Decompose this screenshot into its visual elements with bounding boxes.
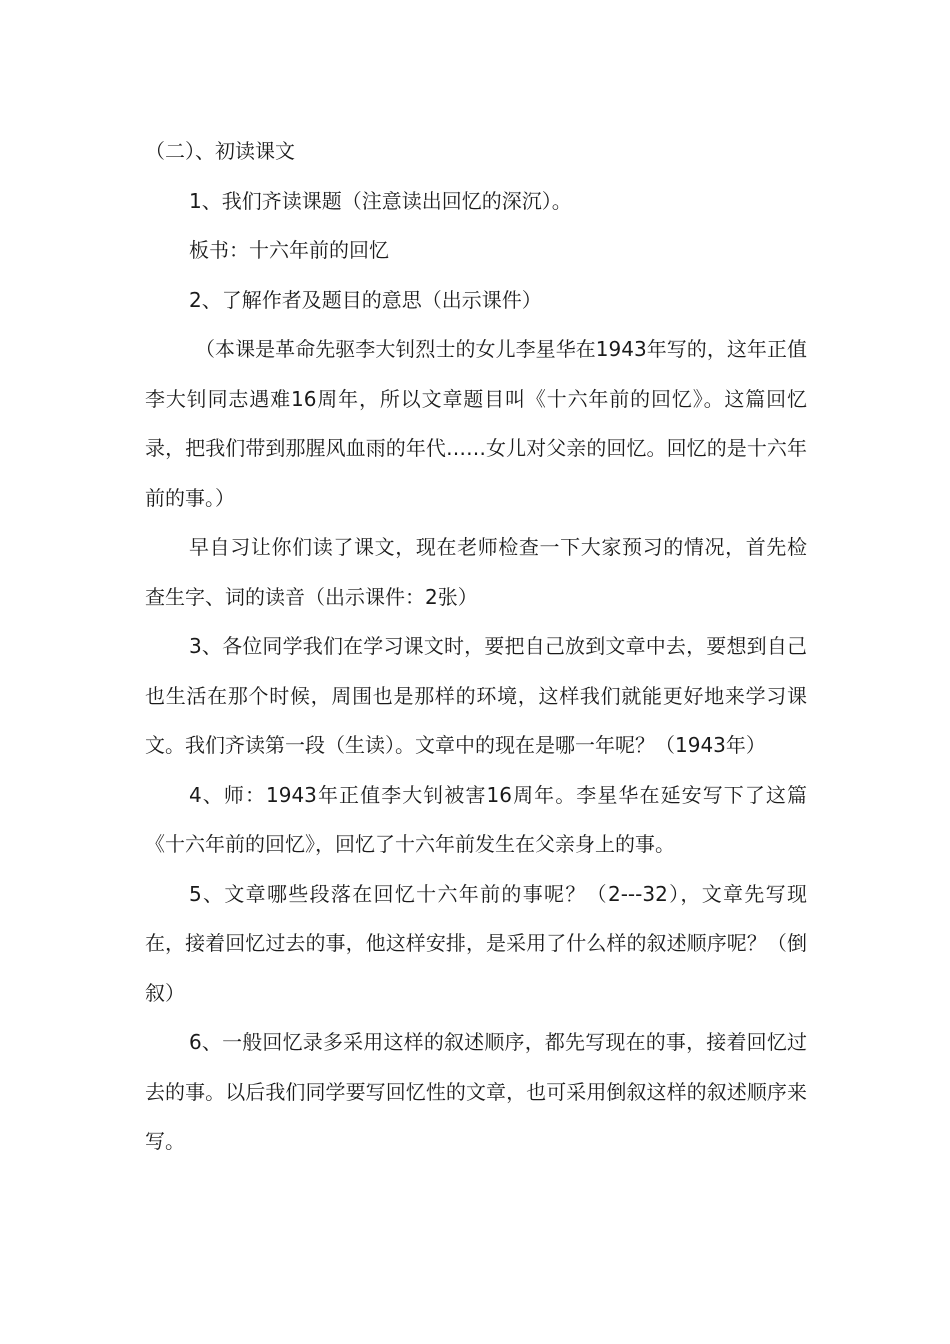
paragraph-preview-check: 早自习让你们读了课文，现在老师检查一下大家预习的情况，首先检查生字、词的读音（出示课件：2张） xyxy=(145,535,807,609)
paragraph-5: 5、文章哪些段落在回忆十六年前的事呢？（2---32），文章先写现在，接着回忆过去的事，他这样安排，是采用了什么样的叙述顺序呢？（倒叙） xyxy=(145,881,807,1005)
paragraph-3: 3、各位同学我们在学习课文时，要把自己放到文章中去，要想到自己也生活在那个时候，周围也是那样的环境，这样我们就能更好地来学习课文。我们齐读第一段（生读）。文章中的现在是哪一年呢？（1943年） xyxy=(145,634,807,757)
paragraph-1: 1、我们齐读课题（注意读出回忆的深沉）。 xyxy=(189,188,572,213)
paragraph-blackboard: 板书：十六年前的回忆 xyxy=(189,238,389,262)
paragraph-4: 4、师：1943年正值李大钊被害16周年。李星华在延安写下了这篇《十六年前的回忆》，回忆了十六年前发生在父亲身上的事。 xyxy=(145,782,807,856)
paragraph-author-note: （本课是革命先驱李大钊烈士的女儿李星华在1943年写的，这年正值李大钊同志遇难16周年，所以文章题目叫《十六年前的回忆》。这篇回忆录，把我们带到那腥风血雨的年代……女儿对父亲的回忆。回忆的是十六年前的事。） xyxy=(145,337,807,510)
paragraph-2: 2、了解作者及题目的意思（出示课件） xyxy=(189,287,542,312)
paragraph-6: 6、一般回忆录多采用这样的叙述顺序，都先写现在的事，接着回忆过去的事。以后我们同学要写回忆性的文章，也可采用倒叙这样的叙述顺序来写。 xyxy=(145,1030,807,1153)
document-body xyxy=(145,127,807,1167)
section-heading: （二）、初读课文 xyxy=(145,139,295,163)
